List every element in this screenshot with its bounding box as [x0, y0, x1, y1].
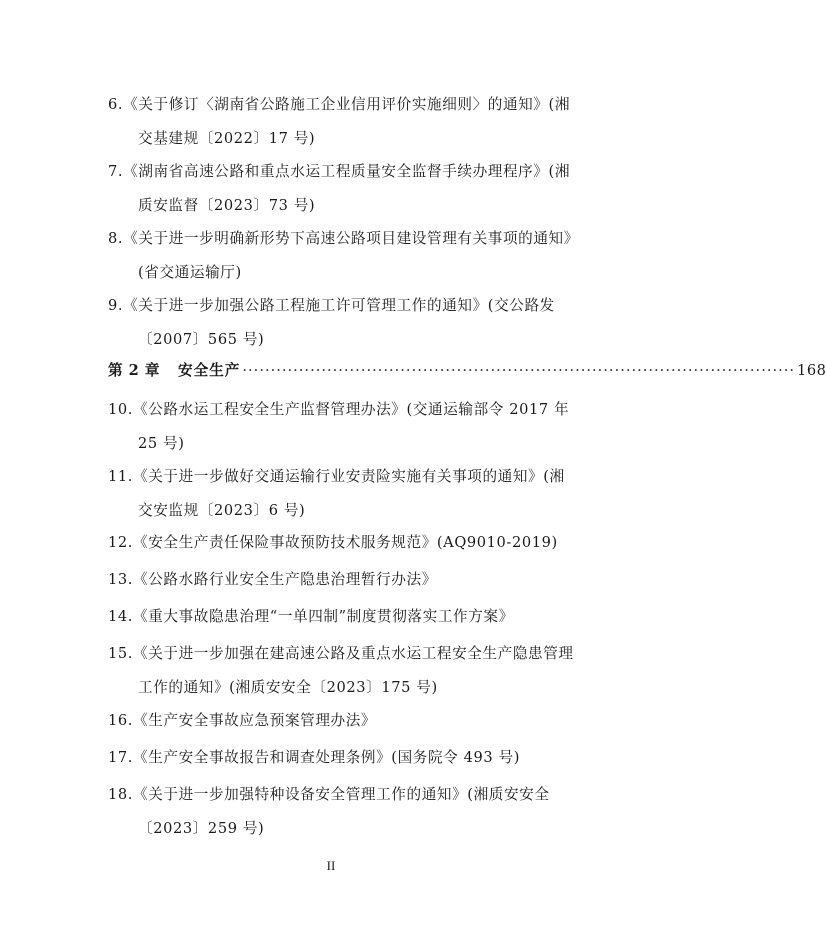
entry-text: 9.《关于进一步加强公路工程施工许可管理工作的通知》(交公路发 [108, 297, 555, 314]
list-item [108, 741, 578, 775]
entry-text: 10.《公路水运工程安全生产监督管理办法》(交通运输部令 2017 年 [108, 401, 570, 418]
entry-text: 17.《生产安全事故报告和调查处理条例》(国务院令 493 号) [108, 749, 520, 766]
page-number: II [326, 858, 336, 873]
list-item [108, 526, 578, 560]
entry-text: 16.《生产安全事故应急预案管理办法》 [108, 712, 377, 729]
list-item [108, 704, 578, 738]
chapter-number: 第 2 章 [108, 362, 161, 379]
entry-text: 14.《重大事故隐患治理“一单四制”制度贯彻落实工作方案》 [108, 608, 514, 625]
entry-text-continued: 〔2023〕259 号) [138, 820, 265, 837]
entry-text-continued: 交基建规〔2022〕17 号) [138, 130, 316, 147]
list-item [108, 155, 578, 223]
entry-text-continued: 交安监规〔2023〕6 号) [138, 502, 306, 519]
entry-text: 12.《安全生产责任保险事故预防技术服务规范》(AQ9010-2019) [108, 534, 558, 551]
list-item [108, 637, 578, 705]
dot-leader: ·································································································· [242, 362, 796, 379]
chapter-page-number: 168 [797, 362, 826, 379]
list-item [108, 393, 578, 461]
entry-text: 7.《湖南省高速公路和重点水运工程质量安全监督手续办理程序》(湘 [108, 163, 571, 180]
entry-text-continued: (省交通运输厅) [138, 264, 242, 281]
entry-text: 6.《关于修订〈湖南省公路施工企业信用评价实施细则〉的通知》(湘 [108, 96, 571, 113]
list-item [108, 600, 578, 634]
entry-text-continued: 工作的通知》(湘质安安全〔2023〕175 号) [138, 679, 438, 696]
entry-text: 8.《关于进一步明确新形势下高速公路项目建设管理有关事项的通知》 [108, 230, 579, 247]
entry-text-continued: 〔2007〕565 号) [138, 331, 265, 348]
list-item [108, 222, 578, 290]
list-item [108, 88, 578, 156]
list-item [108, 289, 578, 357]
entry-text: 15.《关于进一步加强在建高速公路及重点水运工程安全生产隐患管理 [108, 645, 574, 662]
entry-text-continued: 质安监督〔2023〕73 号) [138, 197, 316, 214]
chapter-title: 安全生产 [178, 362, 241, 379]
list-item [108, 563, 578, 597]
chapter-heading[interactable] [108, 357, 826, 385]
entry-text: 18.《关于进一步加强特种设备安全管理工作的通知》(湘质安安全 [108, 786, 550, 803]
list-item [108, 460, 578, 528]
entry-text: 11.《关于进一步做好交通运输行业安责险实施有关事项的通知》(湘 [108, 468, 565, 485]
entry-text: 13.《公路水路行业安全生产隐患治理暂行办法》 [108, 571, 437, 588]
list-item [108, 778, 578, 846]
entry-text-continued: 25 号) [138, 435, 185, 452]
